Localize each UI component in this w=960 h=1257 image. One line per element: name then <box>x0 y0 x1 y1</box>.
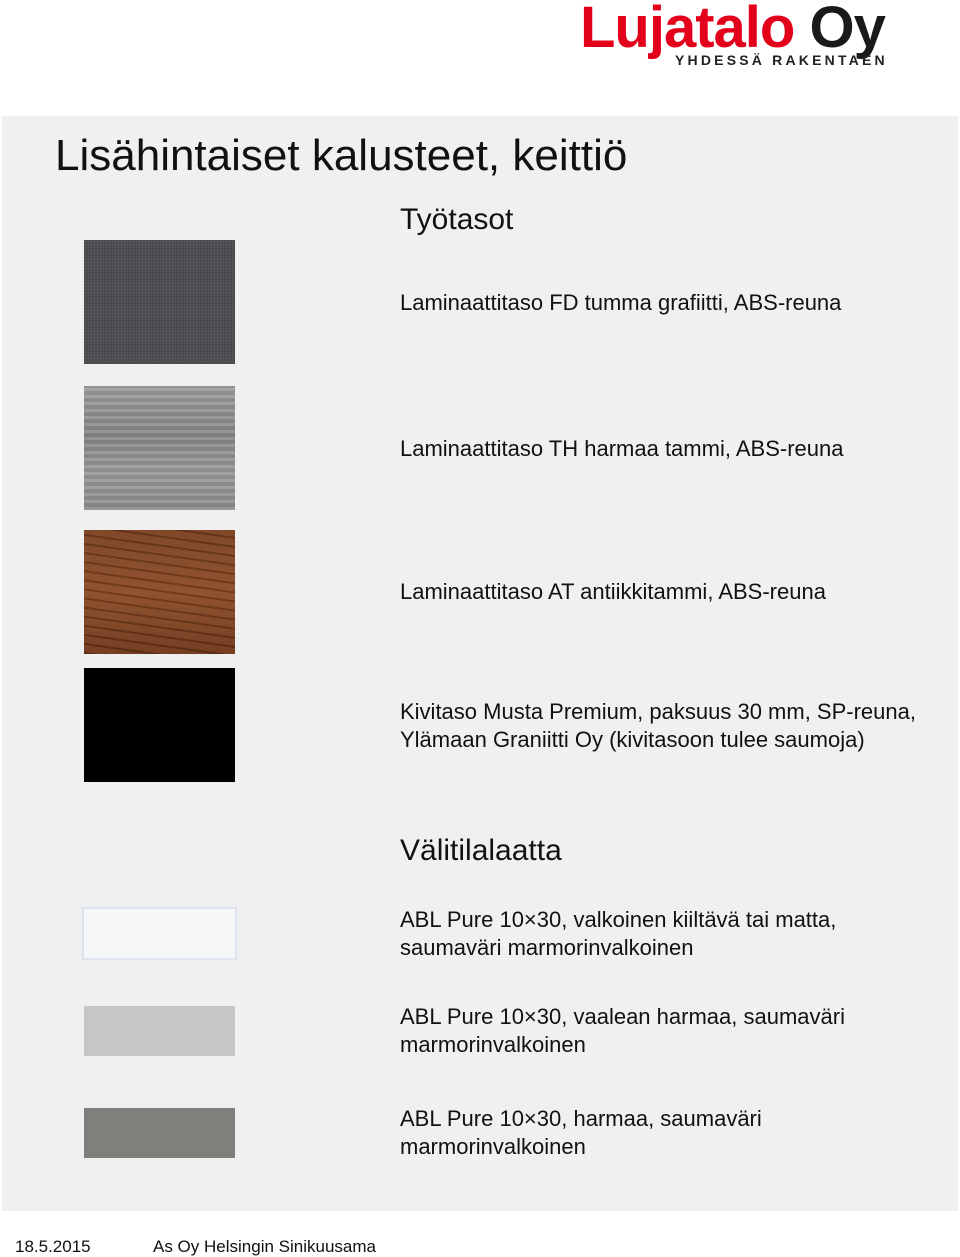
item-label-fd-grafiitti: Laminaattitaso FD tumma grafiitti, ABS-reuna <box>400 290 842 315</box>
logo-word-oy: Oy <box>794 0 885 60</box>
swatch-musta-premium <box>84 668 235 782</box>
swatch-abl-vaalean-harmaa <box>84 1006 235 1056</box>
logo-tagline: YHDESSÄ RAKENTAEN <box>675 52 888 68</box>
swatch-abl-valkoinen <box>82 907 237 960</box>
company-logo <box>580 0 930 70</box>
logo-wordmark <box>580 0 885 60</box>
footer-date: 18.5.2015 <box>15 1237 91 1256</box>
footer-project-name: As Oy Helsingin Sinikuusama <box>153 1237 376 1256</box>
item-label-abl-vaalean-harmaa: ABL Pure 10×30, vaalean harmaa, saumaväri marmorinvalkoinen <box>400 1004 845 1057</box>
swatch-fd-grafiitti <box>84 240 235 364</box>
page-title: Lisähintaiset kalusteet, keittiö <box>55 131 628 180</box>
item-label-abl-harmaa: ABL Pure 10×30, harmaa, saumaväri marmorinvalkoinen <box>400 1106 762 1159</box>
logo-word-luja: Luja <box>580 0 696 60</box>
item-label-th-harmaa-tammi: Laminaattitaso TH harmaa tammi, ABS-reuna <box>400 436 844 461</box>
swatch-th-harmaa-tammi <box>84 386 235 510</box>
section-heading-tyotasot: Työtasot <box>400 203 514 236</box>
item-label-musta-premium: Kivitaso Musta Premium, paksuus 30 mm, SP-reuna, Ylämaan Graniitti Oy (kivitasoon tulee saumoja) <box>400 699 916 752</box>
swatch-at-antiikkitammi <box>84 530 235 654</box>
item-label-at-antiikkitammi: Laminaattitaso AT antiikkitammi, ABS-reuna <box>400 579 826 604</box>
swatch-abl-harmaa <box>84 1108 235 1158</box>
logo-word-talo: talo <box>695 0 795 60</box>
item-label-abl-valkoinen: ABL Pure 10×30, valkoinen kiiltävä tai matta, saumaväri marmorinvalkoinen <box>400 907 837 960</box>
section-heading-valitilalaatta: Välitilalaatta <box>400 834 562 867</box>
